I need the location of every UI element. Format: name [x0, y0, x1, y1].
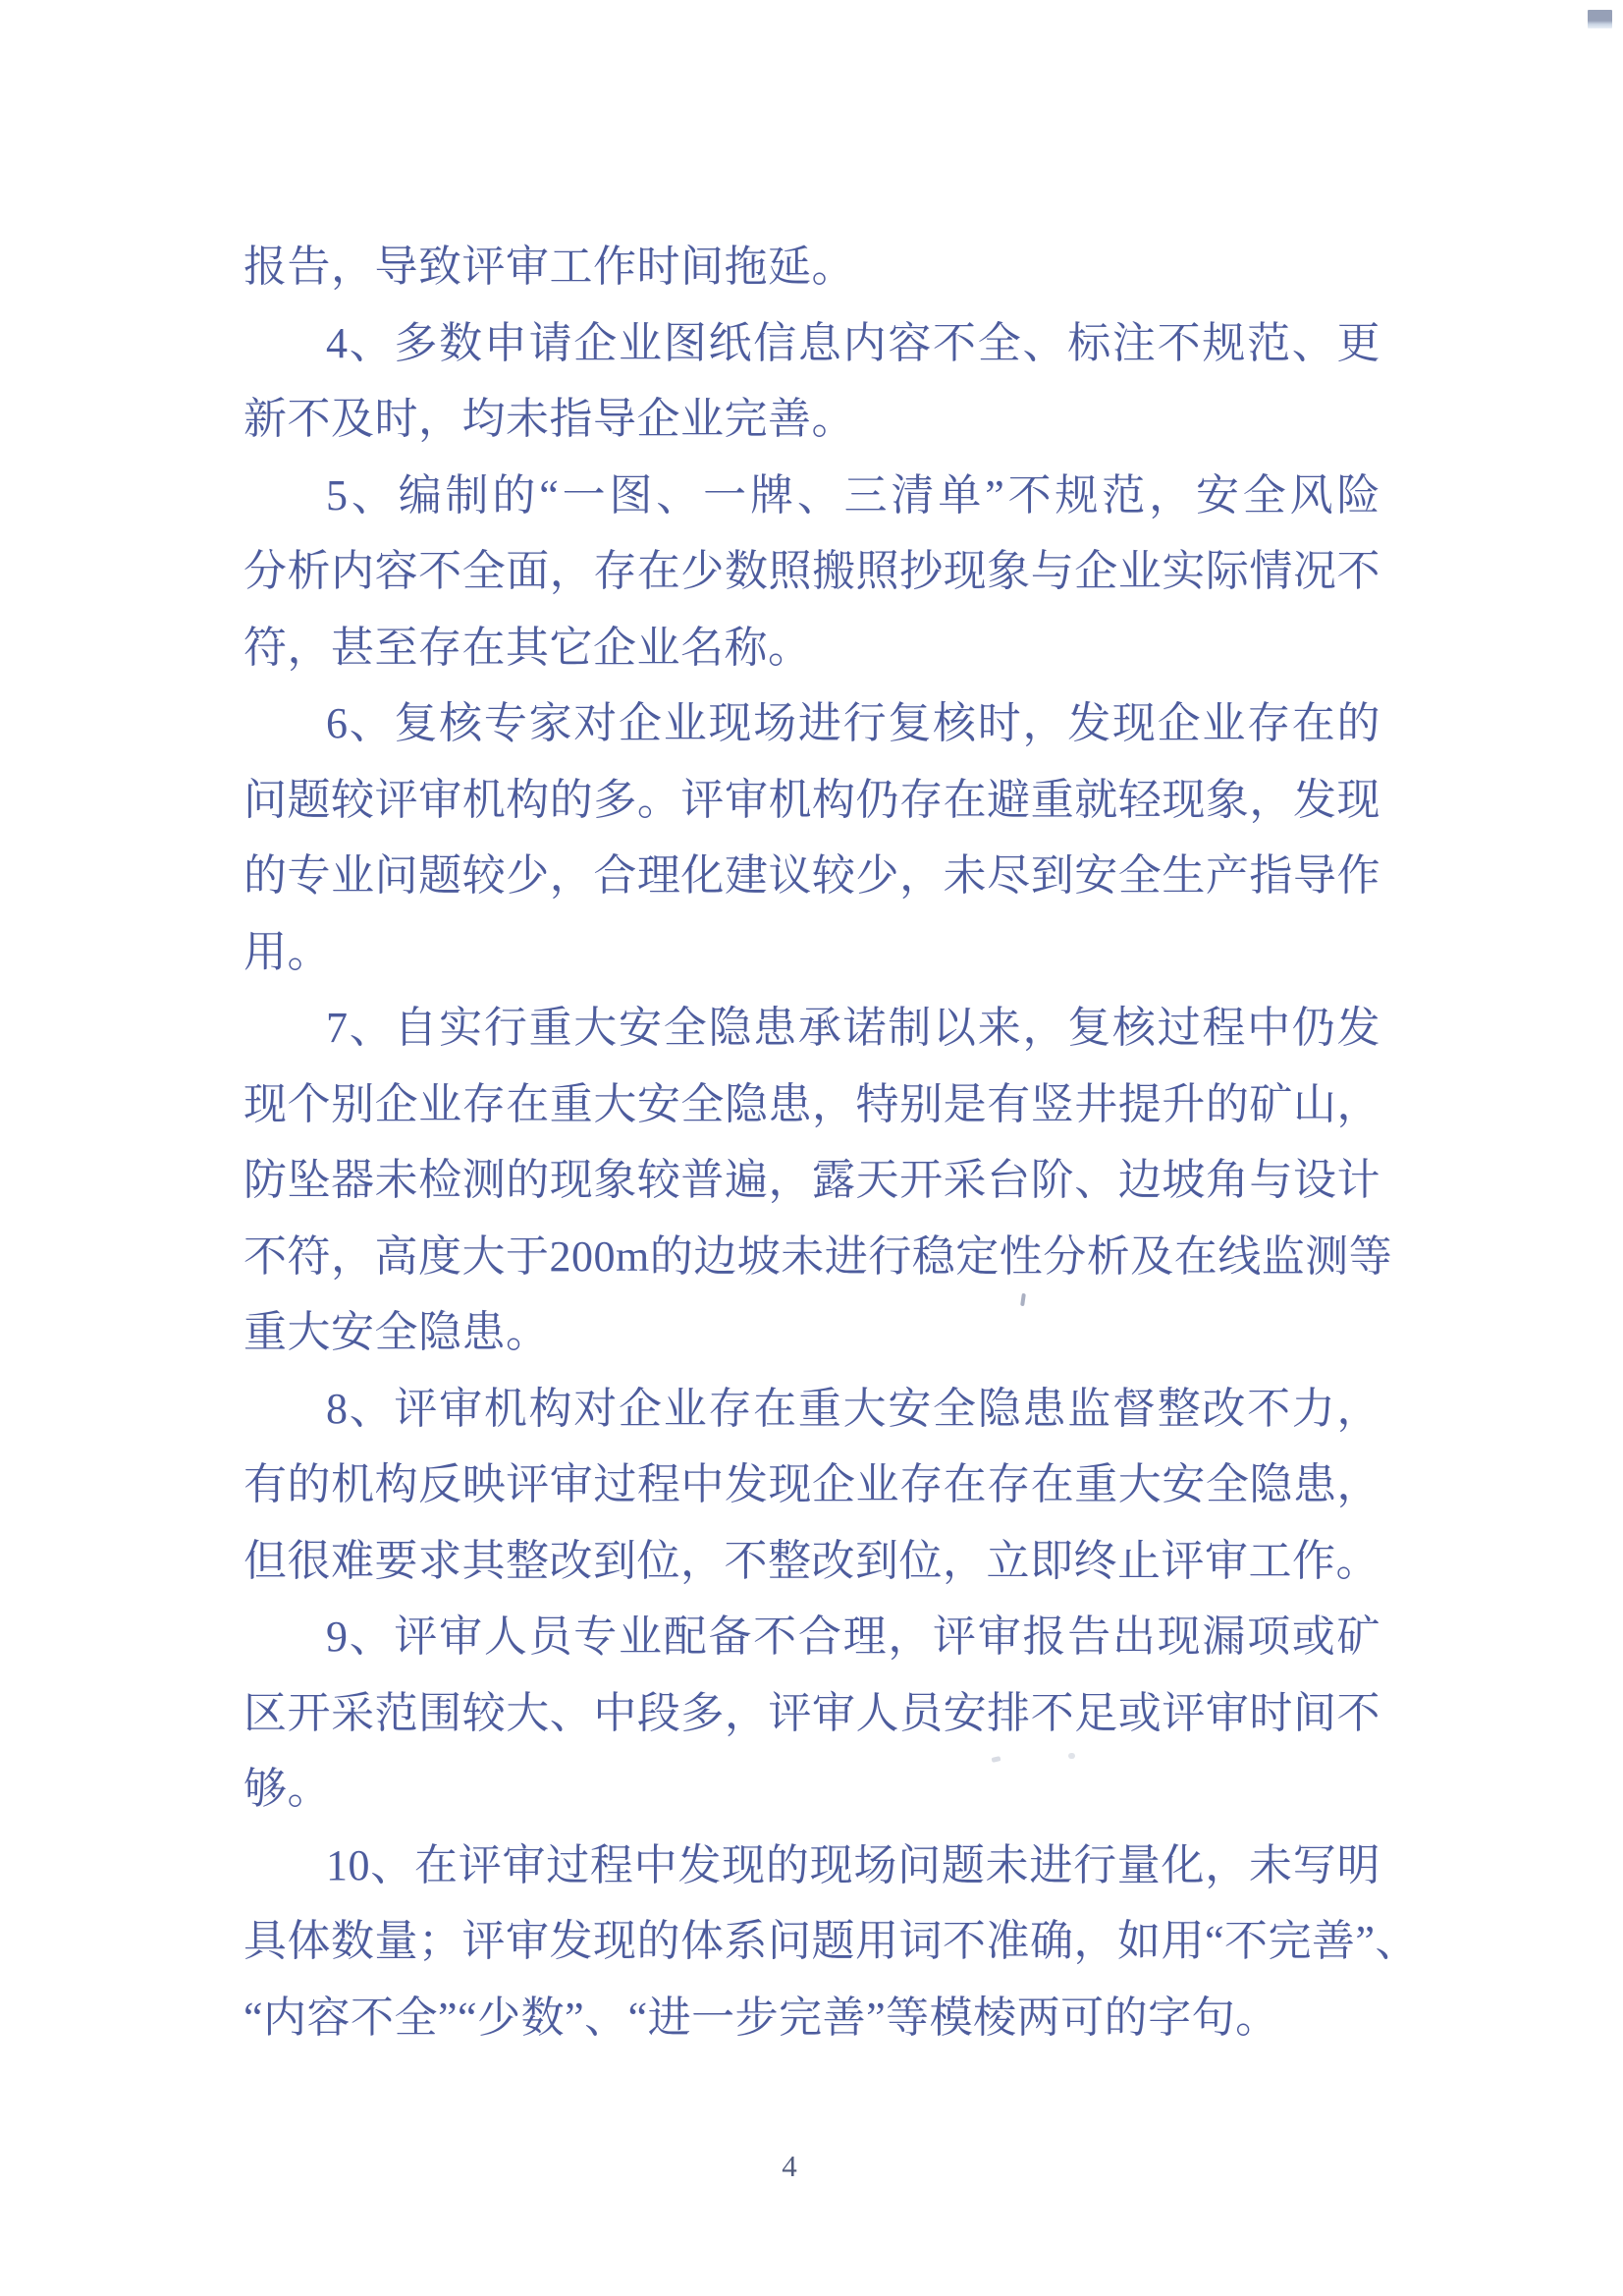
- document-line: 新不及时，均未指导企业完善。: [243, 395, 855, 443]
- document-line: 分析内容不全面，存在少数照搬照抄现象与企业实际情况不: [243, 547, 1380, 595]
- document-line: 具体数量；评审发现的体系问题用词不准确，如用“不完善”、: [243, 1917, 1420, 1965]
- document-line: 5、编制的“一图、一牌、三清单”不规范，安全风险: [326, 470, 1380, 519]
- document-line: 报告，导致评审工作时间拖延。: [243, 243, 855, 291]
- document-line: 符，甚至存在其它企业名称。: [243, 623, 812, 672]
- document-line: 6、复核专家对企业现场进行复核时，发现企业存在的: [326, 699, 1380, 747]
- document-line: 但很难要求其整改到位，不整改到位，立即终止评审工作。: [243, 1536, 1380, 1585]
- document-line: 重大安全隐患。: [243, 1308, 550, 1356]
- document-line: 现个别企业存在重大安全隐患，特别是有竖井提升的矿山，: [243, 1079, 1380, 1128]
- document-line: 7、自实行重大安全隐患承诺制以来，复核过程中仍发: [326, 1004, 1380, 1052]
- document-line: 的专业问题较少，合理化建议较少，未尽到安全生产指导作: [243, 851, 1380, 900]
- document-line: 区开采范围较大、中段多，评审人员安排不足或评审时间不: [243, 1688, 1380, 1737]
- document-line: 4、多数申请企业图纸信息内容不全、标注不规范、更: [326, 318, 1380, 367]
- document-line: 问题较评审机构的多。评审机构仍存在避重就轻现象，发现: [243, 775, 1380, 824]
- document-line: 有的机构反映评审过程中发现企业存在存在重大安全隐患，: [243, 1460, 1380, 1508]
- scan-artifact: [1588, 10, 1612, 28]
- document-line: “内容不全”“少数”、“进一步完善”等模棱两可的字句。: [243, 1993, 1279, 2042]
- document-line: 防坠器未检测的现象较普遍，露天开采台阶、边坡角与设计: [243, 1156, 1380, 1204]
- document-line: 8、评审机构对企业存在重大安全隐患监督整改不力，: [326, 1384, 1380, 1433]
- document-line: 9、评审人员专业配备不合理，评审报告出现漏项或矿: [326, 1613, 1380, 1661]
- document-line: 不符，高度大于200m的边坡未进行稳定性分析及在线监测等: [243, 1231, 1393, 1281]
- document-line: 用。: [243, 927, 331, 976]
- document-line: 够。: [243, 1765, 331, 1813]
- page-number: 4: [782, 2149, 797, 2183]
- document-body: [243, 229, 1420, 2055]
- document-line: 10、在评审过程中发现的现场问题未进行量化，未写明: [326, 1840, 1380, 1889]
